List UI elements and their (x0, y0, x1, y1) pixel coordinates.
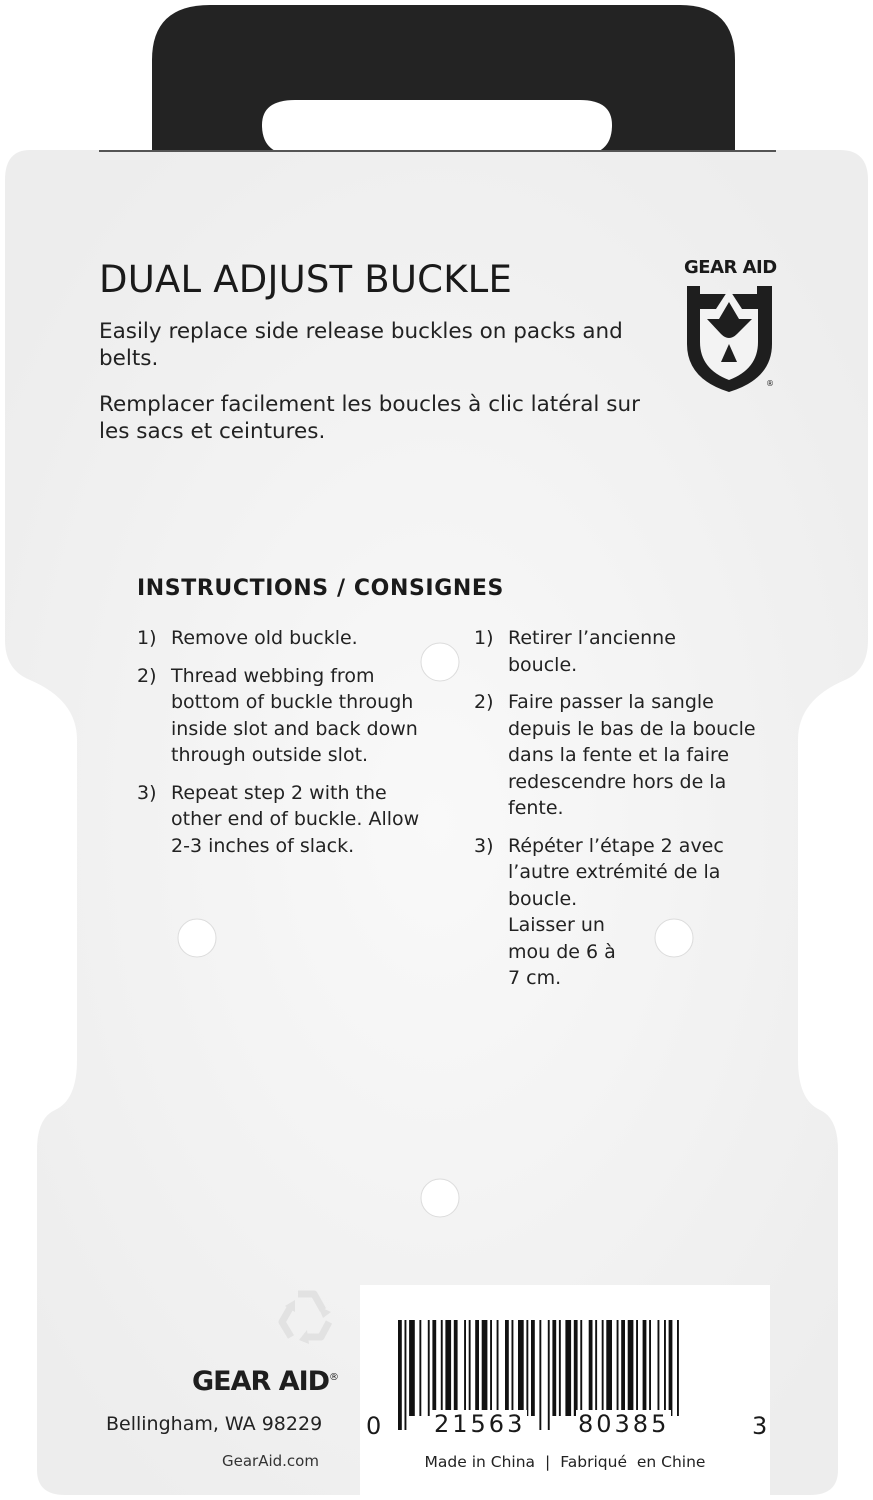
barcode-bar (649, 1320, 651, 1416)
barcode-bar (409, 1320, 415, 1416)
hole-bottom (421, 1179, 459, 1217)
steps-list-en (137, 625, 437, 870)
step-number: 2) (474, 691, 494, 713)
recycle-icon (271, 1284, 341, 1354)
barcode-bar (419, 1320, 421, 1416)
barcode-bar (445, 1320, 451, 1416)
barcode-bar (559, 1320, 561, 1416)
hanger-slot (262, 100, 612, 155)
barcode-bar (669, 1320, 673, 1416)
barcode-bar (518, 1320, 524, 1416)
step-text: Thread webbing from bottom of buckle through inside slot and back down through outside slot. (171, 664, 418, 766)
barcode-bar (405, 1320, 407, 1430)
step-text: Repeat step 2 with the other end of buckle. Allow 2-3 inches of slack. (171, 781, 420, 857)
step-text: Retirer l’ancienne boucle. (508, 627, 676, 676)
barcode-bar (574, 1320, 578, 1416)
step-text: Remove old buckle. (171, 627, 358, 649)
barcode-bar (602, 1320, 604, 1416)
hole-left (178, 919, 216, 957)
product-title: DUAL ADJUST BUCKLE (99, 258, 513, 301)
company-website: GearAid.com (222, 1452, 319, 1470)
origin-en: Made in China (424, 1453, 536, 1471)
barcode-left-group: 21563 (434, 1410, 526, 1438)
barcode-bar (526, 1320, 528, 1416)
step-text: Répéter l’étape 2 avec l’autre extrémité de la boucle. Laisser un mou de 6 à 7 cm. (508, 834, 724, 989)
step-item (474, 833, 774, 992)
company-address: Bellingham, WA 98229 (106, 1413, 323, 1435)
country-of-origin (360, 1453, 770, 1471)
barcode-bar (617, 1320, 619, 1416)
barcode-bar (606, 1320, 612, 1416)
barcode-bar (565, 1320, 571, 1416)
barcode-bar (432, 1320, 436, 1416)
barcode-bar (441, 1320, 443, 1416)
barcode-bar (512, 1320, 514, 1416)
origin-fr: Fabriqué en Chine (560, 1453, 706, 1471)
barcode-bar (589, 1320, 593, 1416)
barcode-lead-digit: 0 (366, 1412, 382, 1440)
steps-list-fr (474, 625, 774, 1003)
barcode-bar (469, 1320, 471, 1416)
registered-mark: ® (329, 1372, 339, 1383)
brand-name-bottom (192, 1366, 338, 1397)
barcode-bar (636, 1320, 638, 1416)
barcode-bar (548, 1320, 550, 1430)
description-en: Easily replace side release buckles on packs and belts. (99, 319, 623, 371)
step-number: 2) (137, 664, 157, 687)
barcode-bar (595, 1320, 597, 1416)
step-number: 1) (474, 627, 494, 649)
step-number: 1) (137, 627, 157, 649)
barcode (360, 1285, 770, 1450)
description-fr: Remplacer facilement les boucles à clic latéral sur les sacs et ceintures. (99, 392, 640, 444)
step-text: Faire passer la sangle depuis le bas de la boucle dans la fente et la faire redescendre hors de la fente. (508, 691, 756, 819)
instructions-heading: INSTRUCTIONS / CONSIGNES (137, 576, 504, 601)
gear-aid-shield-icon (682, 284, 777, 394)
barcode-bar (531, 1320, 535, 1416)
barcode-bar (505, 1320, 509, 1416)
registered-mark: ® (766, 379, 774, 388)
barcode-bar (677, 1320, 679, 1416)
barcode-bar (482, 1320, 488, 1416)
brand-name: GEAR AID (192, 1366, 330, 1397)
origin-separator: | (545, 1453, 551, 1471)
step-number: 3) (474, 834, 494, 857)
step-item (474, 689, 774, 822)
barcode-bar (475, 1320, 479, 1416)
barcode-label (360, 1285, 770, 1495)
step-item (137, 625, 437, 652)
barcode-bar (552, 1320, 556, 1416)
barcode-bar (621, 1320, 625, 1416)
barcode-bar (658, 1320, 660, 1416)
brand-name-top: GEAR AID (684, 257, 777, 278)
barcode-bar (398, 1320, 402, 1430)
barcode-bar (464, 1320, 466, 1416)
barcode-bar (539, 1320, 541, 1430)
barcode-bar (497, 1320, 499, 1416)
step-item (137, 780, 437, 860)
barcode-bar (454, 1320, 458, 1416)
barcode-trail-digit: 3 (752, 1412, 768, 1440)
barcode-bar (643, 1320, 647, 1416)
step-item (137, 663, 437, 769)
barcode-right-group: 80385 (578, 1410, 670, 1438)
barcode-bar (428, 1320, 430, 1416)
barcode-bar (490, 1320, 492, 1416)
barcode-bar (580, 1320, 582, 1416)
step-item (474, 625, 774, 678)
step-number: 3) (137, 781, 157, 804)
barcode-bar (628, 1320, 634, 1416)
barcode-bar (664, 1320, 666, 1416)
